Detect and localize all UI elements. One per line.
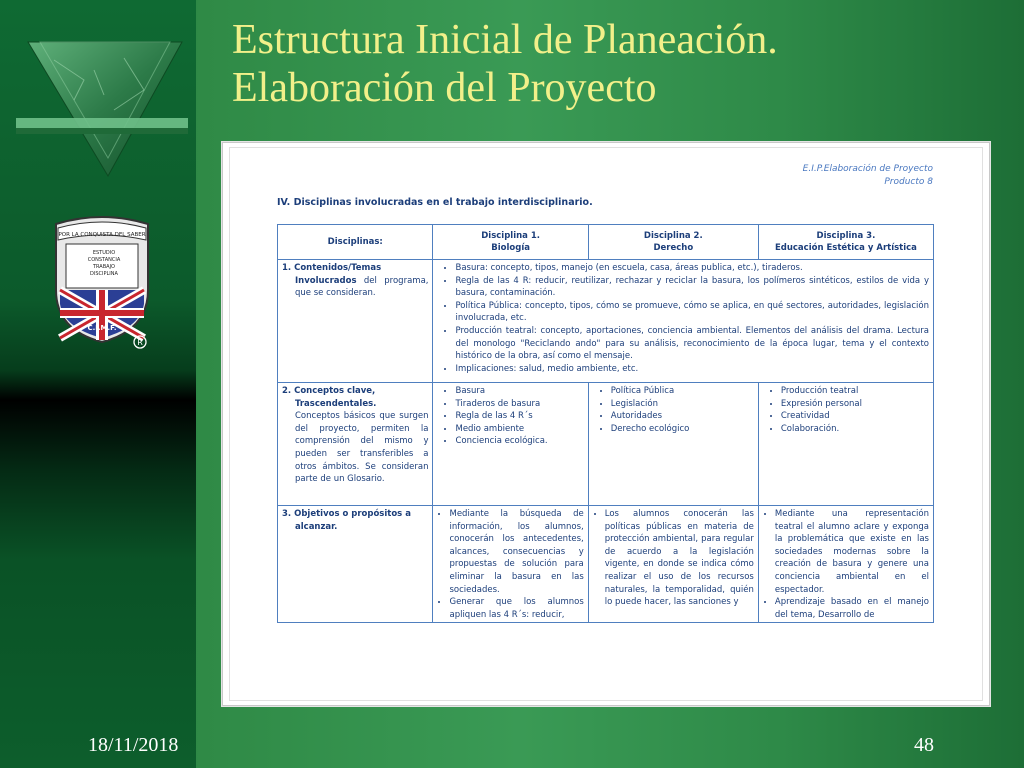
concepts-law-cell [588, 383, 758, 506]
row-label-cell: 3. Objetivos o propósitos a alcanzar. [278, 506, 433, 623]
slide-title [232, 16, 992, 112]
list-item: • Basura [455, 385, 583, 398]
list-item: • Generar que los alumnos apliquen las 4 R´s: reducir, [449, 596, 583, 620]
list-item: • Mediante una representación teatral el alumno aclare y exponga la problemática que existe en las sociedades modernas sobre la creación de basura y genere una conciencia ambiental en el espectador. [775, 508, 929, 596]
table-row [278, 506, 934, 623]
svg-text:C.I.M.F.: C.I.M.F. [87, 324, 117, 332]
document-header [803, 163, 933, 189]
triangle-logo-icon [14, 40, 190, 180]
list-item: • Autoridades [611, 410, 754, 423]
header-cell: Disciplina 1. Biología [433, 225, 588, 260]
svg-text:POR LA CONQUISTA DEL SABER: POR LA CONQUISTA DEL SABER [58, 232, 146, 238]
slide-number: 48 [914, 734, 934, 756]
svg-text:R: R [137, 338, 143, 347]
list-item: • Expresión personal [781, 398, 929, 411]
list-item: • Política Pública [611, 385, 754, 398]
list-item: • Tiraderos de basura [455, 398, 583, 411]
svg-text:DISCIPLINA: DISCIPLINA [90, 271, 118, 277]
objectives-law-cell [588, 506, 758, 623]
title-line-1: Estructura Inicial de Planeación. [232, 17, 778, 63]
objectives-biology-cell [433, 506, 588, 623]
row-label-cell: 1. Contenidos/Temas Involucrados del programa, que se consideran. [278, 260, 433, 383]
table-row [278, 383, 934, 506]
school-crest-icon [50, 214, 154, 356]
concepts-biology-cell [433, 383, 588, 506]
list-item: • Producción teatral [781, 385, 929, 398]
table-row [278, 260, 934, 383]
list-item: • Los alumnos conocerán las políticas públicas en materia de protección ambiental, para regular de acuerdo a la legislación vigente, en donde se indica cómo realizar el uso de los recursos naturales, la temporalidad, quién lo puede hacer, las sanciones y [605, 508, 754, 609]
doc-header-line-1: E.I.P.Elaboración de Proyecto [802, 164, 933, 174]
list-item: • Mediante la búsqueda de información, los alumnos, conocerán los antecedentes, alcances, consecuencias y propuestas de solución para eliminar la basura en las sociedades. [449, 508, 583, 596]
list-item: • Producción teatral: concepto, aportaciones, conciencia ambiental. Elementos del análisis del drama. Lectura del monologo "Reciclando ando" para su análisis, reconocimiento de la época lugar, tema y el contexto histórico de la obra, así como el mensaje. [455, 325, 929, 363]
list-item: • Implicaciones: salud, medio ambiente, etc. [455, 363, 929, 376]
list-item: • Regla de las 4 R: reducir, reutilizar, rechazar y reciclar la basura, los polímeros sintéticos, estilos de vida y basura, contaminación. [455, 275, 929, 300]
section-title: IV. Disciplinas involucradas en el trabajo interdisciplinario. [277, 197, 593, 208]
table-header-row [278, 225, 934, 260]
svg-text:CONSTANCIA: CONSTANCIA [87, 257, 121, 263]
list-item: • Política Pública: concepto, tipos, cómo se promueve, cómo se aplica, en qué sectores, autoridades, legislación involucrada, etc. [455, 300, 929, 325]
row-label-cell: 2. Conceptos clave, Trascendentales. Conceptos básicos que surgen del proyecto, permiten la comprensión del mismo y pueden ser transferibles a otros ámbitos. Se consideran parte de un Glosario. [278, 383, 433, 506]
list-item: • Colaboración. [781, 423, 929, 436]
list-item: • Aprendizaje basado en el manejo del tema, Desarrollo de [775, 596, 929, 620]
list-item: • Creatividad [781, 410, 929, 423]
list-item: • Derecho ecológico [611, 423, 754, 436]
document-image [222, 142, 990, 706]
list-item: • Regla de las 4 R´s [455, 410, 583, 423]
header-cell: Disciplinas: [278, 225, 433, 260]
footer-date: 18/11/2018 [88, 734, 179, 756]
contents-cell [433, 260, 934, 383]
svg-text:TRABAJO: TRABAJO [92, 264, 116, 270]
list-item: • Legislación [611, 398, 754, 411]
svg-text:ESTUDIO: ESTUDIO [92, 250, 116, 256]
objectives-art-cell [758, 506, 933, 623]
title-line-2: Elaboración del Proyecto [232, 65, 657, 111]
header-cell: Disciplina 2. Derecho [588, 225, 758, 260]
concepts-art-cell [758, 383, 933, 506]
header-cell: Disciplina 3. Educación Estética y Artística [758, 225, 933, 260]
disciplines-table [277, 224, 934, 623]
list-item: • Conciencia ecológica. [455, 435, 583, 448]
list-item: • Basura: concepto, tipos, manejo (en escuela, casa, áreas publica, etc.), tiraderos. [455, 262, 929, 275]
doc-header-line-2: Producto 8 [884, 177, 933, 187]
list-item: • Medio ambiente [455, 423, 583, 436]
